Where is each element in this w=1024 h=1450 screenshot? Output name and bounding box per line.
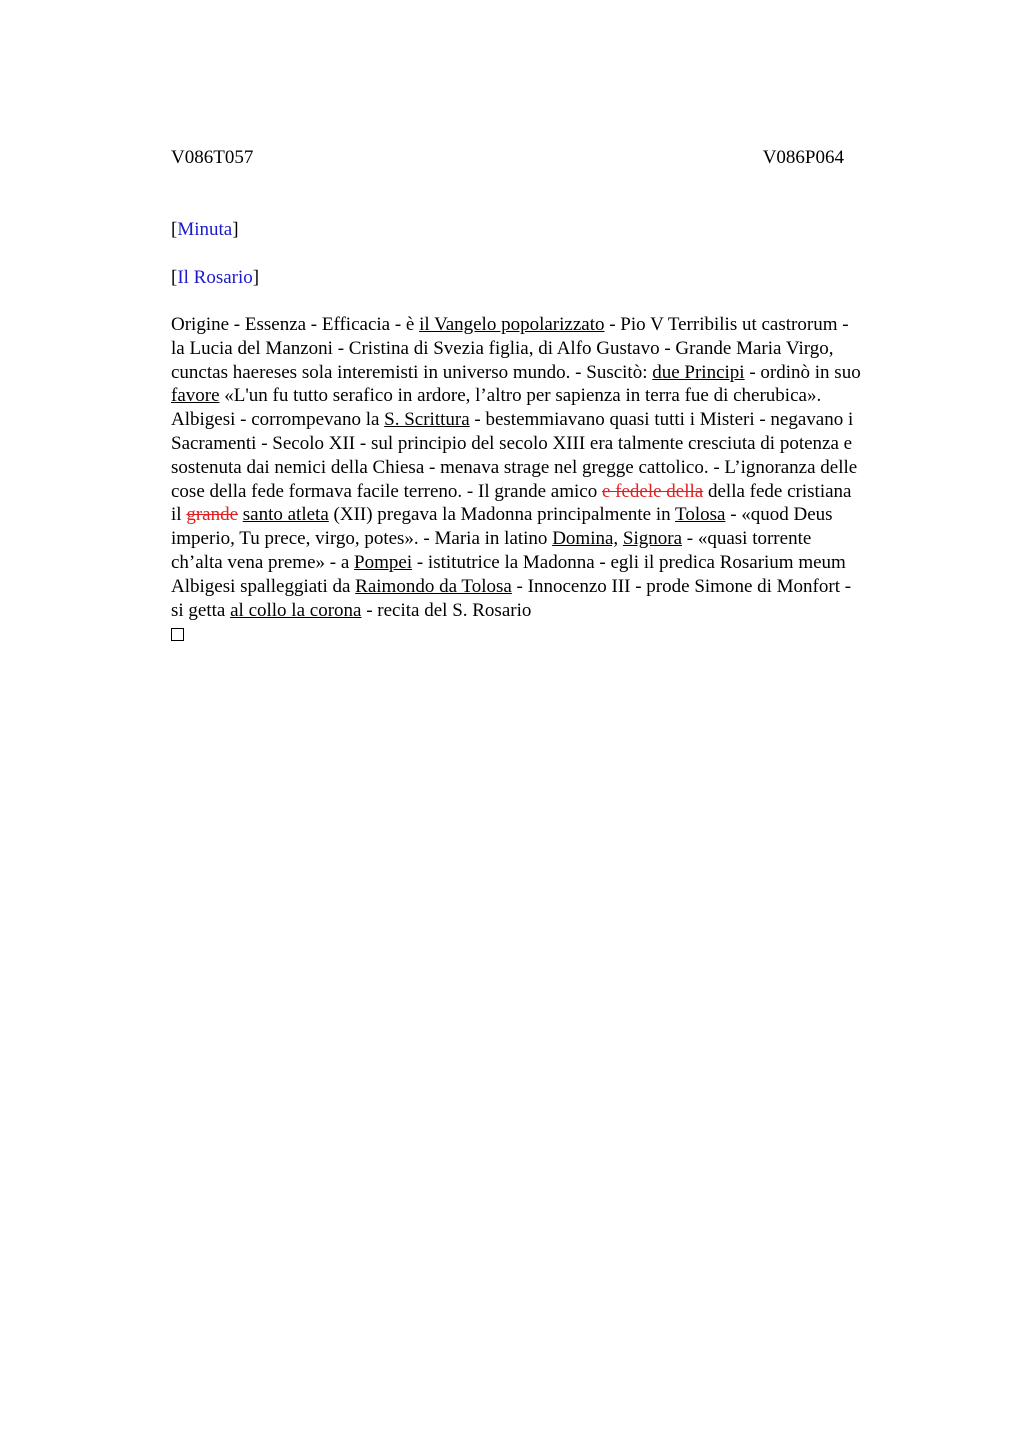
text-run: - bestemmiavano quasi tutti i Misteri - negavano i bbox=[469, 409, 854, 431]
text-run: Origine - Essenza - Efficacia - è bbox=[171, 314, 420, 335]
bracket-close: ] bbox=[252, 267, 260, 288]
text-line bbox=[171, 480, 926, 504]
document-title bbox=[171, 266, 259, 290]
body-paragraph bbox=[171, 313, 926, 648]
underlined-text: favore bbox=[171, 385, 220, 407]
text-run: - istitutrice la Madonna - egli il predica Rosarium meum bbox=[412, 551, 846, 573]
text-line bbox=[171, 361, 926, 385]
bracket-open: [ bbox=[171, 219, 178, 240]
underlined-text: S. Scrittura bbox=[384, 409, 470, 431]
checkbox-icon bbox=[171, 628, 184, 641]
text-run: Albigesi - corrompevano la bbox=[171, 409, 385, 431]
text-run: «L'un fu tutto serafico in ardore, l’altro per sapienza in terra fue di cherubica». bbox=[219, 385, 822, 407]
text-run: - ordinò in suo bbox=[744, 361, 861, 383]
minuta-text: Minuta bbox=[177, 219, 233, 240]
text-run: imperio, Tu prece, virgo, potes». - Maria in latino bbox=[171, 528, 553, 550]
underlined-text: Tolosa bbox=[675, 504, 726, 526]
title-text: Il Rosario bbox=[177, 267, 253, 288]
underlined-text: Raimondo da Tolosa bbox=[355, 575, 512, 597]
text-run: Sacramenti - Secolo XII - sul principio del secolo XIII era talmente cresciuta di potenza e bbox=[171, 432, 853, 454]
deleted-text: grande bbox=[186, 504, 239, 526]
text-line bbox=[171, 337, 926, 361]
bracket-open: [ bbox=[171, 267, 178, 288]
underlined-text: il Vangelo popolarizzato bbox=[419, 314, 605, 335]
text-run: cose della fede formava facile terreno. - Il grande amico bbox=[171, 480, 602, 502]
text-line bbox=[171, 384, 926, 408]
text-run: della fede cristiana bbox=[703, 480, 852, 502]
text-run: cunctas haereses sola interemisti in universo mundo. - Suscitò: bbox=[171, 361, 653, 383]
underlined-text: due Principi bbox=[652, 361, 745, 383]
document-code-right: V086P064 bbox=[762, 147, 844, 168]
text-line bbox=[171, 599, 926, 623]
underlined-text: santo atleta bbox=[242, 504, 329, 526]
text-run: - «quod Deus bbox=[725, 504, 833, 526]
text-run: si getta bbox=[171, 599, 231, 621]
bracket-close: ] bbox=[232, 219, 239, 240]
text-line bbox=[171, 456, 926, 480]
underlined-text: al collo la corona bbox=[230, 599, 362, 621]
text-line bbox=[171, 313, 926, 337]
text-run: Albigesi spalleggiati da bbox=[171, 575, 356, 597]
text-run: - Pio V Terribilis ut castrorum - bbox=[604, 314, 849, 335]
text-line bbox=[171, 622, 926, 648]
text-run: - «quasi torrente bbox=[682, 528, 812, 550]
text-line bbox=[171, 432, 926, 456]
underlined-text: Pompei bbox=[354, 551, 413, 573]
underlined-text: Signora bbox=[622, 528, 683, 550]
deleted-text: e fedele della bbox=[601, 480, 704, 502]
text-run: il bbox=[171, 504, 187, 526]
text-line bbox=[171, 408, 926, 432]
underlined-text: Domina, bbox=[552, 528, 619, 550]
text-run: - recita del S. Rosario bbox=[361, 599, 532, 621]
text-line bbox=[171, 575, 926, 599]
document-code-left: V086T057 bbox=[171, 147, 254, 168]
text-run: (XII) pregava la Madonna principalmente in bbox=[328, 504, 676, 526]
text-run: - Innocenzo III - prode Simone di Monfort - bbox=[511, 575, 852, 597]
text-run: ch’alta vena preme» - a bbox=[171, 551, 355, 573]
minuta-label bbox=[171, 218, 239, 242]
text-run: sostenuta dai nemici della Chiesa - menava strage nel gregge cattolico. - L’ignoranza delle bbox=[171, 456, 858, 478]
text-run: la Lucia del Manzoni - Cristina di Svezia figlia, di Alfo Gustavo - Grande Maria Virgo, bbox=[171, 337, 834, 359]
text-line bbox=[171, 551, 926, 575]
text-line bbox=[171, 503, 926, 527]
text-line bbox=[171, 527, 926, 551]
